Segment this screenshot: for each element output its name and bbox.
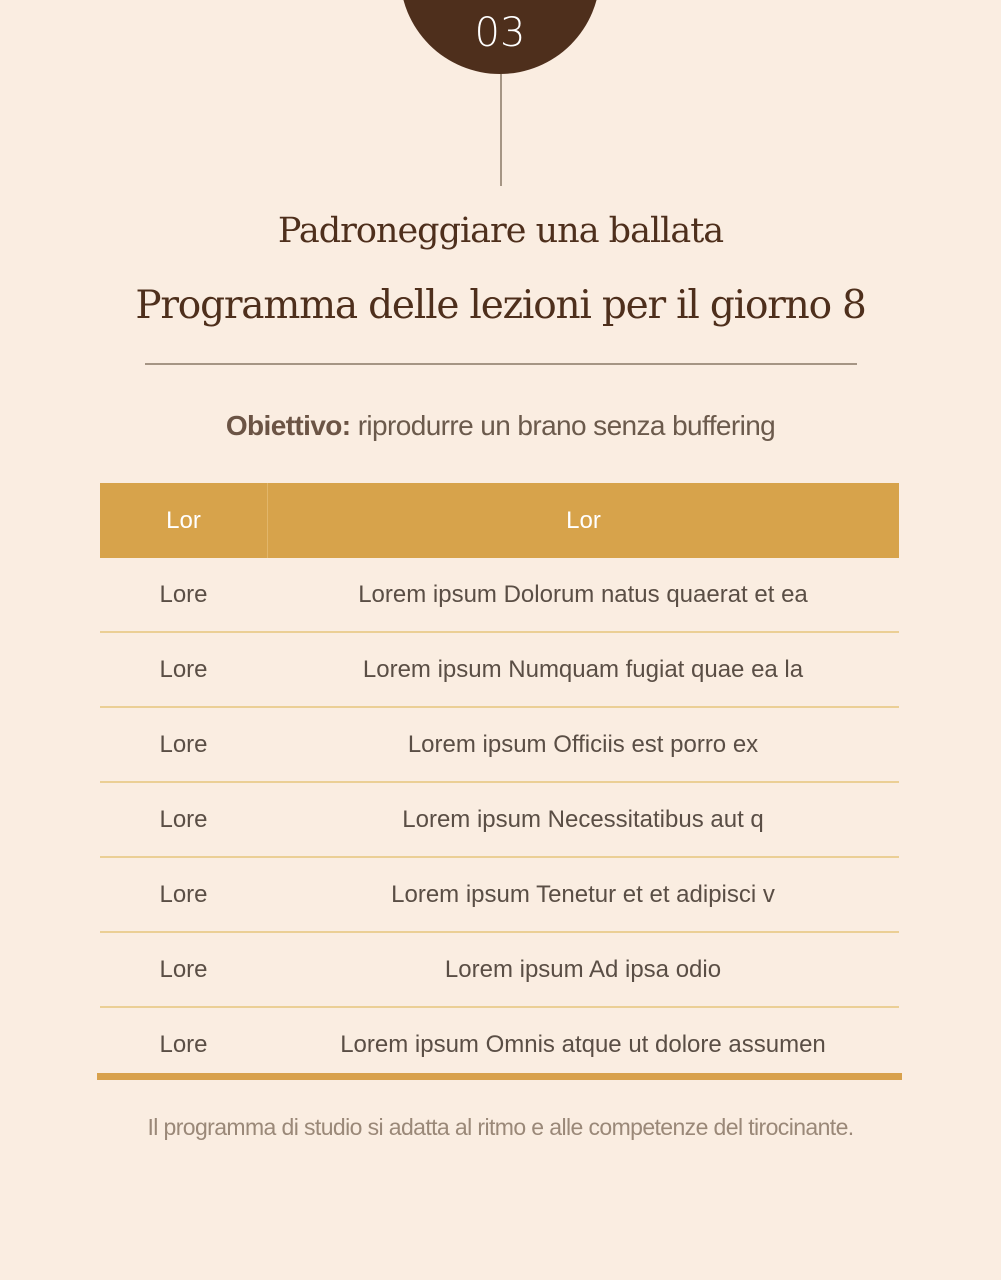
table-cell: Lorem ipsum Dolorum natus quaerat et ea	[358, 580, 808, 608]
page-title: Padroneggiare una ballata	[277, 211, 724, 251]
section-number: 03	[474, 10, 526, 56]
table-cell: Lore	[159, 730, 208, 758]
table-row	[100, 933, 899, 1008]
table-cell: Lore	[159, 805, 208, 833]
connector-line	[500, 74, 502, 186]
table-cell: Lore	[159, 580, 208, 608]
objective-label: Obiettivo:	[225, 410, 351, 441]
table-header	[100, 483, 899, 558]
table-row	[100, 633, 899, 708]
table-cell: Lorem ipsum Necessitatibus aut q	[402, 805, 764, 833]
column-header: Lor	[100, 483, 268, 558]
table-row	[100, 558, 899, 633]
objective	[0, 408, 1001, 444]
table-cell: Lore	[159, 1030, 208, 1058]
objective-text: riprodurre un brano senza buffering	[350, 410, 776, 441]
table-row	[100, 858, 899, 933]
table-cell: Lorem ipsum Numquam fugiat quae ea la	[362, 655, 804, 683]
table-cell: Lore	[159, 655, 208, 683]
table-cell: Lore	[159, 955, 208, 983]
table-cell: Lore	[159, 880, 208, 908]
page-subtitle: Programma delle lezioni per il giorno 8	[135, 283, 866, 328]
footnote: Il programma di studio si adatta al ritmo e alle competenze del tirocinante.	[147, 1114, 854, 1140]
schedule-table	[100, 483, 899, 1081]
table-row	[100, 1008, 899, 1081]
table-cell: Lorem ipsum Officiis est porro ex	[407, 730, 759, 758]
table-bottom-border	[97, 1073, 902, 1080]
table-cell: Lorem ipsum Tenetur et et adipisci v	[391, 880, 775, 908]
table-row	[100, 708, 899, 783]
column-header: Lor	[566, 506, 601, 534]
divider	[145, 363, 857, 365]
table-cell: Lorem ipsum Ad ipsa odio	[444, 955, 722, 983]
table-row	[100, 783, 899, 858]
table-cell: Lorem ipsum Omnis atque ut dolore assumen	[340, 1030, 826, 1058]
